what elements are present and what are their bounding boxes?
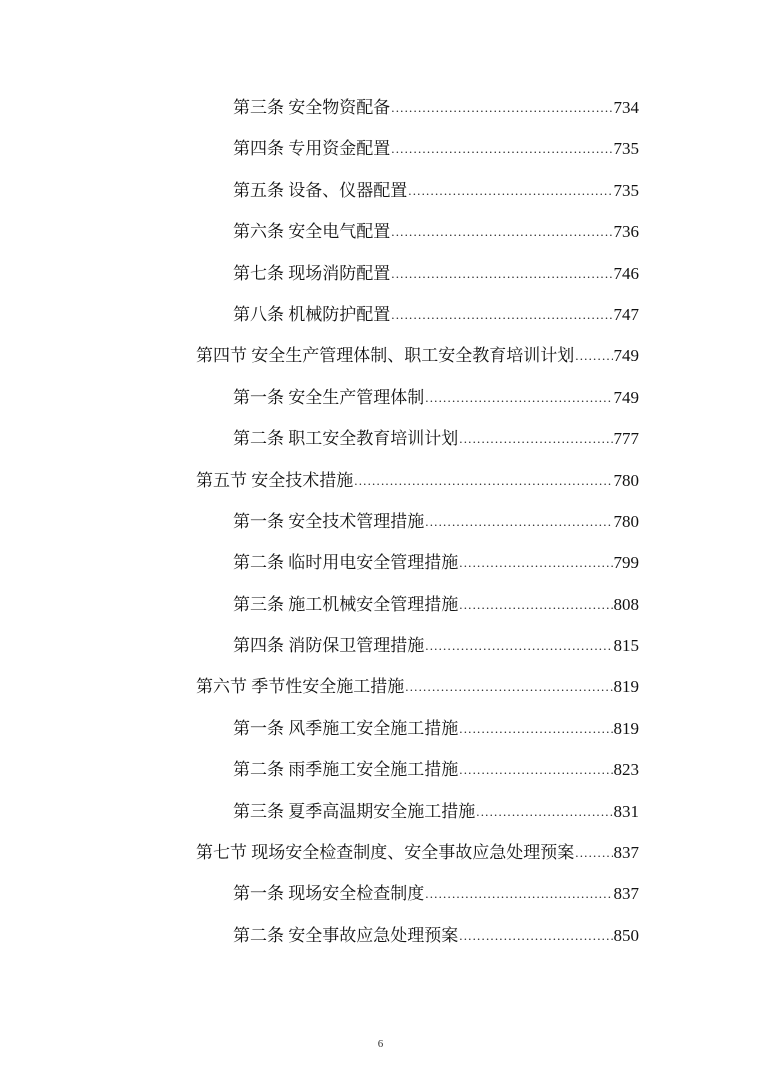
toc-entry-title: 第六节 季节性安全施工措施 [196, 677, 405, 697]
toc-entry[interactable] [196, 137, 639, 178]
toc-entry[interactable] [196, 634, 639, 675]
dot-leader [425, 634, 612, 658]
toc-entry-page: 831 [613, 801, 639, 821]
dot-leader [408, 179, 612, 203]
dot-leader [425, 386, 612, 410]
toc-entry-title: 第一条 安全生产管理体制 [233, 387, 425, 407]
toc-entry-page: 780 [613, 511, 639, 531]
toc-section-entry[interactable] [196, 469, 639, 510]
toc-entry[interactable] [196, 220, 639, 261]
dot-leader [459, 758, 612, 782]
toc-entry-page: 837 [613, 884, 639, 904]
toc-entry[interactable] [196, 758, 639, 799]
toc-section-entry[interactable] [196, 675, 639, 716]
dot-leader [575, 344, 612, 368]
toc-section-entry[interactable] [196, 841, 639, 882]
dot-leader [391, 262, 612, 286]
toc-entry-title: 第七条 现场消防配置 [233, 263, 391, 283]
toc-entry[interactable] [196, 593, 639, 634]
toc-entry-title: 第一条 风季施工安全施工措施 [233, 718, 459, 738]
toc-entry-page: 780 [613, 470, 639, 490]
dot-leader [459, 427, 612, 451]
dot-leader [391, 96, 612, 120]
toc-entry-title: 第三条 施工机械安全管理措施 [233, 594, 459, 614]
toc-entry[interactable] [196, 510, 639, 551]
toc-entry-title: 第五节 安全技术措施 [196, 470, 354, 490]
toc-entry-title: 第四条 专用资金配置 [233, 139, 391, 159]
toc-entry-page: 747 [613, 304, 639, 324]
dot-leader [425, 882, 612, 906]
dot-leader [459, 924, 612, 948]
toc-entry[interactable] [196, 427, 639, 468]
toc-entry[interactable] [196, 924, 639, 965]
dot-leader [575, 841, 612, 865]
dot-leader [459, 593, 612, 617]
dot-leader [459, 717, 612, 741]
toc-entry-page: 735 [613, 180, 639, 200]
dot-leader [391, 303, 612, 327]
toc-entry[interactable] [196, 882, 639, 923]
dot-leader [459, 551, 612, 575]
toc-entry[interactable] [196, 303, 639, 344]
toc-entry[interactable] [196, 262, 639, 303]
toc-entry-title: 第八条 机械防护配置 [233, 304, 391, 324]
dot-leader [391, 220, 612, 244]
toc-entry-page: 823 [613, 760, 639, 780]
toc-entry-page: 749 [613, 346, 639, 366]
toc-entry-title: 第二条 雨季施工安全施工措施 [233, 760, 459, 780]
toc-section-entry[interactable] [196, 344, 639, 385]
toc-entry-page: 735 [613, 139, 639, 159]
dot-leader [476, 800, 612, 824]
page-number: 6 [377, 1038, 384, 1050]
toc-entry-title: 第一条 安全技术管理措施 [233, 511, 425, 531]
toc-entry[interactable] [196, 717, 639, 758]
toc-entry[interactable] [196, 96, 639, 137]
dot-leader [354, 469, 612, 493]
toc-entry-page: 736 [613, 222, 639, 242]
toc-entry-title: 第三条 安全物资配备 [233, 98, 391, 117]
toc-entry-page: 815 [613, 636, 639, 656]
toc-entry-title: 第一条 现场安全检查制度 [233, 884, 425, 904]
toc-entry-title: 第四条 消防保卫管理措施 [233, 636, 425, 656]
toc-entry-page: 819 [613, 718, 639, 738]
toc-entry-page: 777 [613, 429, 639, 449]
toc-entry-page: 837 [613, 843, 639, 863]
toc-entry-page: 819 [613, 677, 639, 697]
dot-leader [425, 510, 612, 534]
toc-entry-title: 第五条 设备、仪器配置 [233, 180, 408, 200]
toc-entry-page: 799 [613, 553, 639, 573]
toc-entry[interactable] [196, 179, 639, 220]
toc-entry-title: 第四节 安全生产管理体制、职工安全教育培训计划 [196, 346, 575, 366]
toc-entry-title: 第六条 安全电气配置 [233, 222, 391, 242]
toc-entry-title: 第三条 夏季高温期安全施工措施 [233, 801, 476, 821]
toc-entry[interactable] [196, 551, 639, 592]
toc-entry-page: 749 [613, 387, 639, 407]
toc-entry[interactable] [196, 386, 639, 427]
toc-entry-title: 第二条 安全事故应急处理预案 [233, 925, 459, 945]
toc-entry-page: 734 [613, 98, 639, 117]
toc-entry-page: 808 [613, 594, 639, 614]
toc-entry[interactable] [196, 800, 639, 841]
toc-entry-title: 第二条 职工安全教育培训计划 [233, 429, 459, 449]
toc-entry-title: 第七节 现场安全检查制度、安全事故应急处理预案 [196, 843, 575, 863]
dot-leader [405, 675, 612, 699]
toc-entry-title: 第二条 临时用电安全管理措施 [233, 553, 459, 573]
table-of-contents [196, 96, 639, 965]
dot-leader [391, 137, 612, 161]
toc-entry-page: 850 [613, 925, 639, 945]
toc-entry-page: 746 [613, 263, 639, 283]
